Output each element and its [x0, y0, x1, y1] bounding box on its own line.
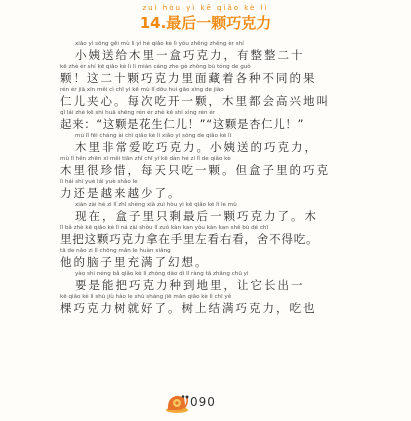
hanzi-line-6: 木里很珍惜，每天只吃一颗。但盒子里的巧克: [60, 163, 330, 177]
text-line-6: [0, 155, 411, 178]
pinyin-line-6: mù lǐ hěn zhēn xī měi tiān zhǐ chī yì kē dàn hé zi lǐ de qiǎo kè: [60, 156, 231, 162]
hanzi-line-11: 要是能把巧克力种到地里，让它长出一: [75, 278, 305, 292]
pinyin-line-1: xiǎo yì sōng gěi mù li yì hé qiǎo kè lì yǒu zhěng zhěng èr shí: [75, 41, 244, 47]
hanzi-line-5: 木里非常爱吃巧克力。小姨送的巧克力，: [75, 140, 318, 154]
text-line-5: [0, 132, 411, 155]
text-line-3: [0, 86, 411, 109]
text-line-11: [0, 270, 411, 293]
text-line-1: [0, 40, 411, 63]
hanzi-line-1: 小姨送给木里一盒巧克力，有整整二十: [75, 48, 305, 62]
page-footer: [0, 388, 411, 418]
pinyin-line-5: mù lǐ fēi cháng ài chī qiǎo kè lì xiǎo yí sòng de qiǎo kè lì: [75, 133, 232, 139]
pinyin-line-4: qǐ lái zhè kē shì huā shēng rén ér zhè kē shì xìng rén ér: [60, 110, 216, 116]
pinyin-line-10: tā de nǎo zi lǐ chōng mǎn le huàn xiǎng: [60, 248, 171, 254]
hanzi-line-9: 里把这颗巧克力拿在手里左看右看，舍不得吃。: [60, 232, 319, 246]
hanzi-line-12: 棵巧克力树就好了。树上结满巧克力，吃也: [60, 301, 317, 315]
pinyin-line-3: rén ér jiā xīn měi cì chī yì kē mù lǐ dōu huì gāo xìng de jiào: [60, 87, 224, 93]
pinyin-line-12: kē qiǎo kè lì shù jiù hǎo le shù shàng jiē mǎn qiǎo kè lì chī yě: [60, 294, 232, 300]
pinyin-line-9: lǐ bǎ zhè kē qiǎo kè lì ná zài shǒu lǐ zuǒ kàn kan yòu kàn kan shě bù dé chī: [60, 225, 269, 231]
hanzi-line-8: 现在，盒子里只剩最后一颗巧克力了。木: [75, 209, 318, 223]
hanzi-line-4: 起来：“这颗是花生仁儿！”“这颗是杏仁儿！”: [60, 117, 305, 131]
text-line-9: [0, 224, 411, 247]
hanzi-line-7: 力还是越来越少了。: [60, 186, 182, 200]
text-line-4: [0, 109, 411, 132]
story-text: [0, 40, 411, 390]
text-line-2: [0, 63, 411, 86]
text-line-12: [0, 293, 411, 316]
page-number: 090: [190, 395, 216, 409]
text-line-7: [0, 178, 411, 201]
text-line-10: [0, 247, 411, 270]
text-line-8: [0, 201, 411, 224]
hanzi-line-2: 颗！这二十颗巧克力里面藏着各种不同的果: [60, 71, 317, 85]
hanzi-line-10: 他的脑子里充满了幻想。: [60, 255, 209, 269]
pinyin-line-11: yào shi néng bǎ qiǎo kè lì zhòng dào dì lǐ ràng tā zhǎng chū yì: [75, 271, 249, 277]
hanzi-line-3: 仁儿夹心。每次吃开一颗，木里都会高兴地叫: [60, 94, 330, 108]
pinyin-line-2: kē zhè èr shí kē qiǎo kè lì li miàn cáng zhe gè zhǒng bù tóng de guǒ: [60, 64, 251, 70]
pinyin-line-7: lì hái shì yuè lái yuè shǎo le: [60, 179, 138, 185]
snail-mascot-icon: [164, 390, 190, 414]
title-pinyin: zuì hòu yì kē qiǎo kè lì: [142, 4, 269, 12]
pinyin-line-8: xiàn zài hé zi lǐ zhǐ shèng xià zuì hòu yì kē qiǎo kè lì le mù: [75, 202, 237, 208]
chapter-title: [0, 4, 411, 33]
title-text: 14.最后一颗巧克力: [139, 14, 272, 32]
